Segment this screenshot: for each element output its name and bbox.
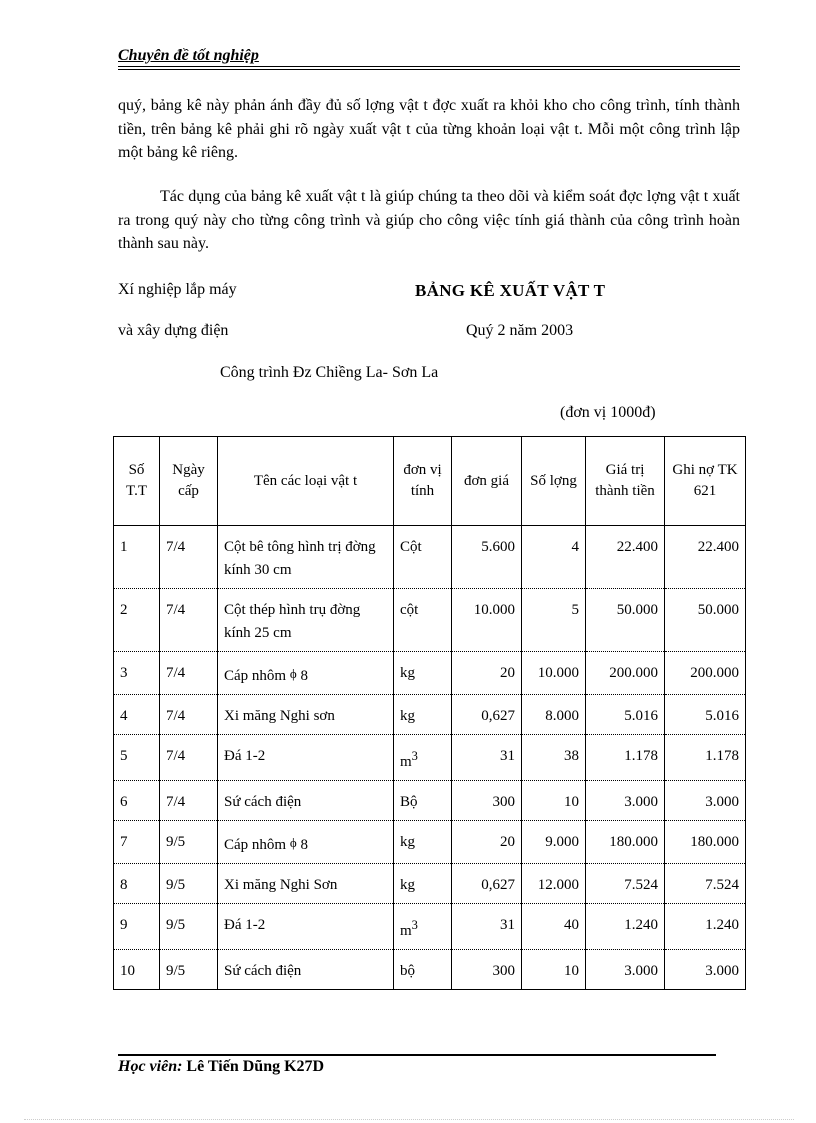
unit-superscript: 3 bbox=[411, 918, 418, 932]
cell-name: Đá 1-2 bbox=[218, 735, 394, 781]
cell-debit: 50.000 bbox=[665, 589, 746, 652]
page-header bbox=[118, 47, 740, 65]
cell-unit: kg bbox=[394, 695, 452, 735]
cell-stt: 3 bbox=[114, 652, 160, 695]
cell-price: 20 bbox=[452, 821, 522, 864]
cell-unit: bộ bbox=[394, 950, 452, 990]
table-row bbox=[114, 864, 746, 904]
cell-price: 0,627 bbox=[452, 864, 522, 904]
item-size: 8 bbox=[300, 837, 308, 853]
cell-date: 7/4 bbox=[160, 589, 218, 652]
page-footer bbox=[118, 1058, 324, 1076]
cell-name: Cột bê tông hình trị đờng kính 30 cm bbox=[218, 526, 394, 589]
materials-table bbox=[113, 436, 746, 990]
col-header-qty: Số lợng bbox=[522, 437, 586, 526]
cell-qty: 4 bbox=[522, 526, 586, 589]
cell-price: 20 bbox=[452, 652, 522, 695]
cell-stt: 1 bbox=[114, 526, 160, 589]
cell-price: 10.000 bbox=[452, 589, 522, 652]
cell-debit: 22.400 bbox=[665, 526, 746, 589]
cell-unit: cột bbox=[394, 589, 452, 652]
organization-line-1: Xí nghiệp lắp máy bbox=[118, 281, 237, 298]
cell-stt: 10 bbox=[114, 950, 160, 990]
unit-note: (đơn vị 1000đ) bbox=[560, 404, 656, 421]
header-rule-lower bbox=[118, 69, 740, 70]
cell-name: Sứ cách điện bbox=[218, 950, 394, 990]
paragraph-1: quý, bảng kê này phản ánh đầy đủ số lợng vật t đợc xuất ra khỏi kho cho công trình, tính thành tiền, trên bảng kê phải ghi rõ ngày xuất vật t của từng khoản loại vật t. Mỗi một công trình lập một bảng kê riêng. bbox=[118, 97, 740, 161]
cell-value: 7.524 bbox=[586, 864, 665, 904]
unit-text: m bbox=[400, 923, 412, 939]
footer-label: Học viên: bbox=[118, 1058, 183, 1075]
cell-debit: 3.000 bbox=[665, 950, 746, 990]
cell-price: 300 bbox=[452, 950, 522, 990]
cell-name bbox=[218, 821, 394, 864]
paragraph-2: Tác dụng của bảng kê xuất vật t là giúp chúng ta theo dõi và kiểm soát đợc lợng vật t xuất ra trong quý này cho từng công trình và giúp cho công việc tính giá thành của công trình hoàn thành sau này. bbox=[118, 188, 740, 252]
col-header-unit: đơn vị tính bbox=[394, 437, 452, 526]
footer-rule bbox=[118, 1054, 716, 1056]
cell-name: Xi măng Nghi Sơn bbox=[218, 864, 394, 904]
header-rule bbox=[118, 66, 740, 67]
cell-price: 31 bbox=[452, 735, 522, 781]
cell-unit bbox=[394, 735, 452, 781]
cell-qty: 40 bbox=[522, 904, 586, 950]
cell-value: 50.000 bbox=[586, 589, 665, 652]
cell-debit: 3.000 bbox=[665, 781, 746, 821]
table-row bbox=[114, 904, 746, 950]
cell-date: 9/5 bbox=[160, 821, 218, 864]
cell-value: 3.000 bbox=[586, 950, 665, 990]
table-header-row bbox=[114, 437, 746, 526]
cell-price: 0,627 bbox=[452, 695, 522, 735]
col-header-date: Ngày cấp bbox=[160, 437, 218, 526]
footer-author: Lê Tiến Dũng K27D bbox=[186, 1058, 325, 1075]
cell-price: 31 bbox=[452, 904, 522, 950]
cell-debit: 180.000 bbox=[665, 821, 746, 864]
col-header-value: Giá trị thành tiền bbox=[586, 437, 665, 526]
cell-unit: Cột bbox=[394, 526, 452, 589]
project-label: Công trình Đz Chiềng La- Sơn La bbox=[220, 364, 439, 381]
cell-value: 3.000 bbox=[586, 781, 665, 821]
cell-name: Xi măng Nghi sơn bbox=[218, 695, 394, 735]
cell-debit: 7.524 bbox=[665, 864, 746, 904]
cell-debit: 1.178 bbox=[665, 735, 746, 781]
cell-date: 9/5 bbox=[160, 864, 218, 904]
cell-date: 7/4 bbox=[160, 735, 218, 781]
cell-stt: 4 bbox=[114, 695, 160, 735]
col-header-stt: Số T.T bbox=[114, 437, 160, 526]
cell-qty: 5 bbox=[522, 589, 586, 652]
table-row bbox=[114, 695, 746, 735]
cell-unit: kg bbox=[394, 652, 452, 695]
cell-stt: 6 bbox=[114, 781, 160, 821]
table-row bbox=[114, 652, 746, 695]
cell-value: 200.000 bbox=[586, 652, 665, 695]
quarter-label: Quý 2 năm 2003 bbox=[466, 322, 574, 339]
table-row bbox=[114, 735, 746, 781]
item-name: Cáp nhôm bbox=[224, 668, 287, 684]
table-row bbox=[114, 526, 746, 589]
cell-date: 7/4 bbox=[160, 695, 218, 735]
cell-qty: 8.000 bbox=[522, 695, 586, 735]
document-title: BẢNG KÊ XUẤT VẬT T bbox=[415, 281, 606, 300]
cell-qty: 10.000 bbox=[522, 652, 586, 695]
cell-debit: 5.016 bbox=[665, 695, 746, 735]
item-name: Cáp nhôm bbox=[224, 837, 287, 853]
cell-stt: 8 bbox=[114, 864, 160, 904]
cell-qty: 12.000 bbox=[522, 864, 586, 904]
header-title: Chuyên đề tốt nghiệp bbox=[118, 47, 259, 64]
cell-qty: 10 bbox=[522, 781, 586, 821]
table-row bbox=[114, 821, 746, 864]
cell-price: 5.600 bbox=[452, 526, 522, 589]
cell-price: 300 bbox=[452, 781, 522, 821]
cell-value: 22.400 bbox=[586, 526, 665, 589]
cell-value: 180.000 bbox=[586, 821, 665, 864]
table-row bbox=[114, 781, 746, 821]
cell-unit: kg bbox=[394, 864, 452, 904]
cell-qty: 38 bbox=[522, 735, 586, 781]
col-header-debit: Ghi nợ TK 621 bbox=[665, 437, 746, 526]
cell-debit: 200.000 bbox=[665, 652, 746, 695]
cell-value: 5.016 bbox=[586, 695, 665, 735]
unit-text: m bbox=[400, 754, 412, 770]
cell-name: Đá 1-2 bbox=[218, 904, 394, 950]
cell-stt: 5 bbox=[114, 735, 160, 781]
cell-stt: 9 bbox=[114, 904, 160, 950]
cell-value: 1.240 bbox=[586, 904, 665, 950]
unit-superscript: 3 bbox=[411, 749, 418, 763]
cell-stt: 2 bbox=[114, 589, 160, 652]
cell-date: 9/5 bbox=[160, 950, 218, 990]
cell-unit: kg bbox=[394, 821, 452, 864]
cell-qty: 9.000 bbox=[522, 821, 586, 864]
cell-value: 1.178 bbox=[586, 735, 665, 781]
cell-date: 9/5 bbox=[160, 904, 218, 950]
item-size: 8 bbox=[300, 668, 308, 684]
cell-date: 7/4 bbox=[160, 652, 218, 695]
cell-date: 7/4 bbox=[160, 781, 218, 821]
phi-symbol: ϕ bbox=[289, 666, 297, 681]
table-row bbox=[114, 589, 746, 652]
page-bottom-dotted-rule bbox=[24, 1119, 794, 1120]
cell-unit bbox=[394, 904, 452, 950]
col-header-price: đơn giá bbox=[452, 437, 522, 526]
table-row bbox=[114, 950, 746, 990]
cell-date: 7/4 bbox=[160, 526, 218, 589]
organization-line-2: và xây dựng điện bbox=[118, 322, 229, 339]
cell-name: Sứ cách điện bbox=[218, 781, 394, 821]
cell-name: Cột thép hình trụ đờng kính 25 cm bbox=[218, 589, 394, 652]
col-header-name: Tên các loại vật t bbox=[218, 437, 394, 526]
cell-name bbox=[218, 652, 394, 695]
cell-qty: 10 bbox=[522, 950, 586, 990]
cell-unit: Bộ bbox=[394, 781, 452, 821]
cell-debit: 1.240 bbox=[665, 904, 746, 950]
cell-stt: 7 bbox=[114, 821, 160, 864]
phi-symbol: ϕ bbox=[289, 835, 297, 850]
